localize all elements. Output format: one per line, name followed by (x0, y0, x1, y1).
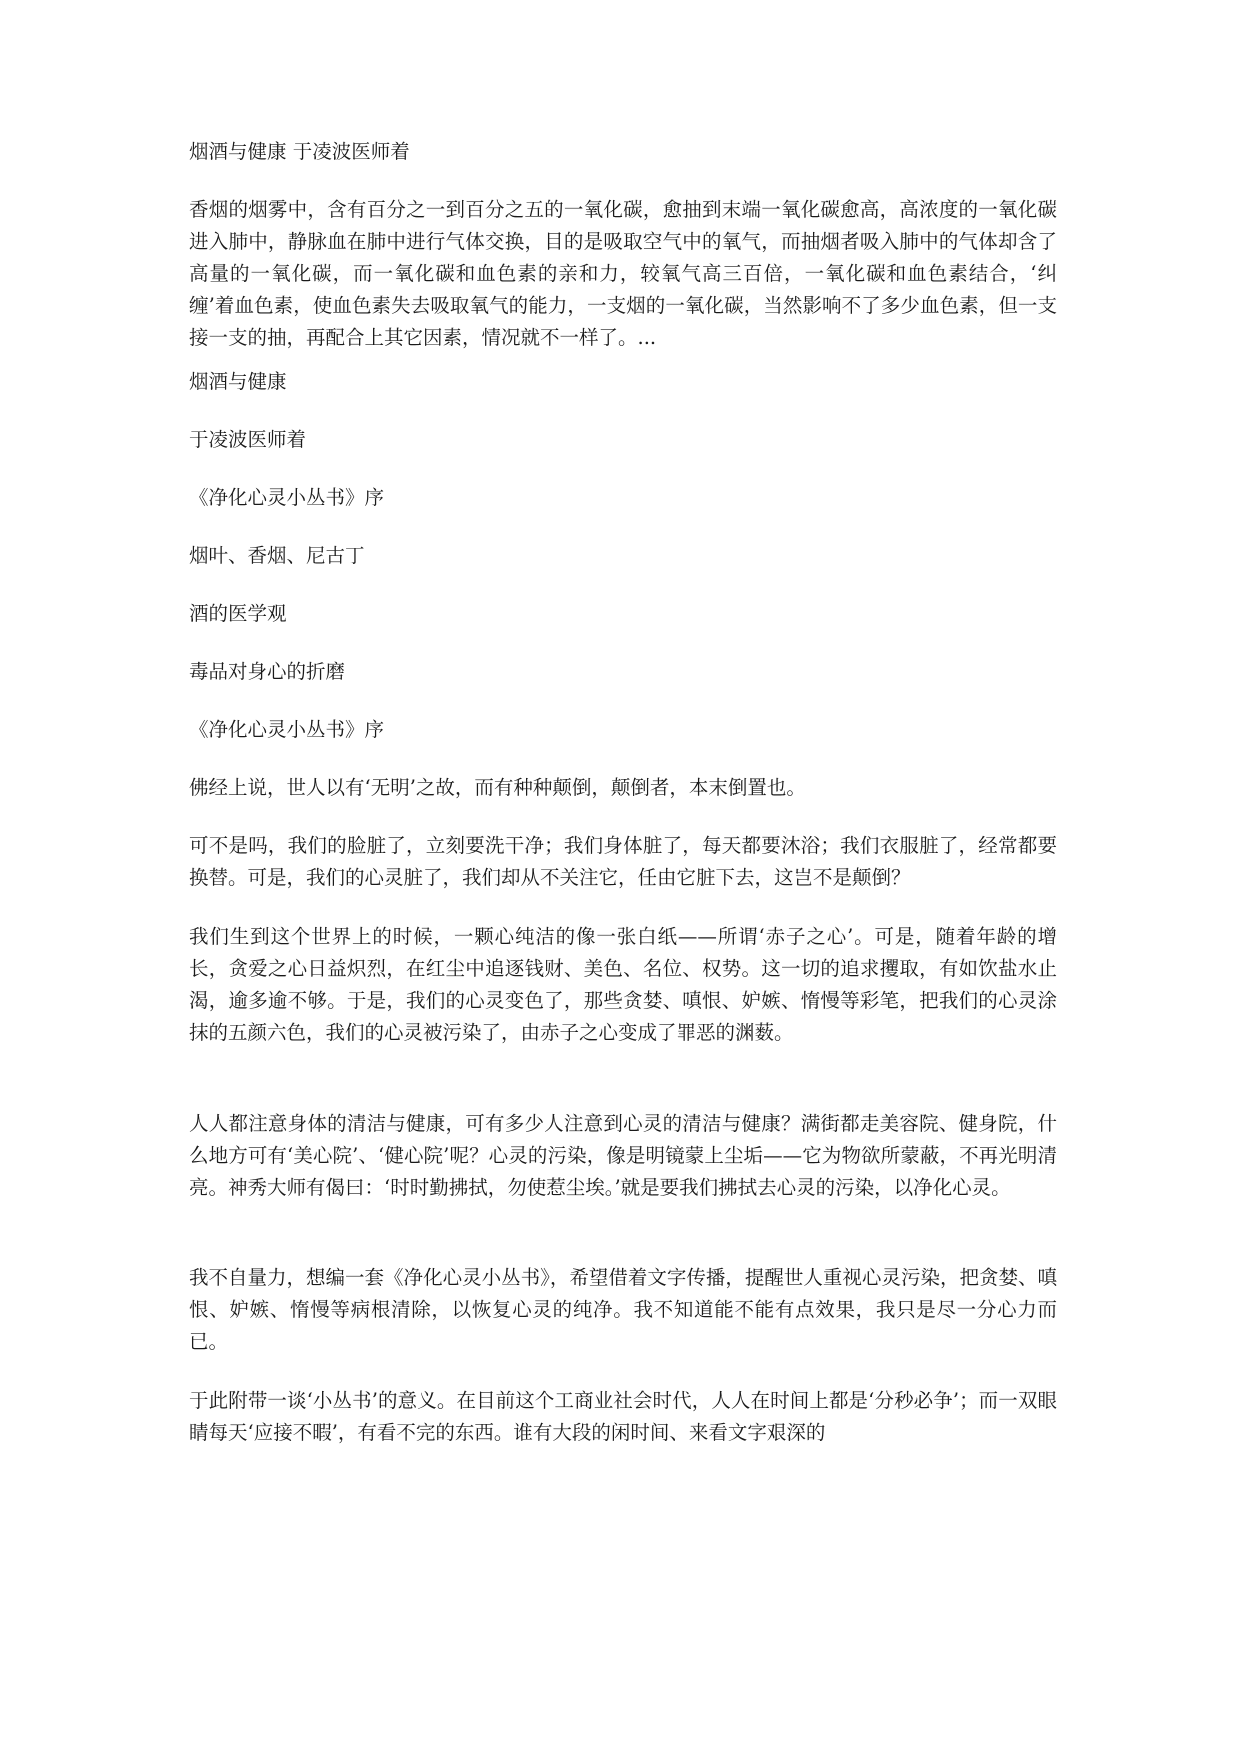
title-line: 烟酒与健康 于凌波医师着 (189, 140, 410, 163)
toc-item: 毒品对身心的折磨 (189, 660, 346, 683)
toc-item: 酒的医学观 (189, 602, 287, 625)
body-paragraph: 我们生到这个世界上的时候，一颗心纯洁的像一张白纸——所谓‘赤子之心’。可是，随着年龄的增长，贪爱之心日益炽烈，在红尘中追逐钱财、美色、名位、权势。这一切的追求攫取，有如饮盐水止渴，逾多逾不够。于是，我们的心灵变色了，那些贪婪、嗔恨、妒嫉、惰慢等彩笔，把我们的心灵涂抹的五颜六色，我们的心灵被污染了，由赤子之心变成了罪恶的渊薮。 (189, 925, 1057, 1044)
preface-heading: 《净化心灵小丛书》序 (189, 718, 385, 741)
body-paragraph: 于此附带一谈‘小丛书’的意义。在目前这个工商业社会时代，人人在时间上都是‘分秒必争’；而一双眼睛每天‘应接不暇’，有看不完的东西。谁有大段的闲时间、来看文字艰深的 (189, 1389, 1057, 1444)
toc-item: 烟叶、香烟、尼古丁 (189, 544, 365, 567)
summary-paragraph: 香烟的烟雾中，含有百分之一到百分之五的一氧化碳，愈抽到末端一氧化碳愈高，高浓度的一氧化碳进入肺中，静脉血在肺中进行气体交换，目的是吸取空气中的氧气，而抽烟者吸入肺中的气体却含了高量的一氧化碳，而一氧化碳和血色素的亲和力，较氧气高三百倍，一氧化碳和血色素结合，‘纠缠’着血色素，使血色素失去吸取氧气的能力，一支烟的一氧化碳，当然影响不了多少血色素，但一支接一支的抽，再配合上其它因素，情况就不一样了。... (189, 198, 1057, 349)
body-paragraph: 可不是吗，我们的脸脏了，立刻要洗干净；我们身体脏了，每天都要沐浴；我们衣服脏了，经常都要换替。可是，我们的心灵脏了，我们却从不关注它，任由它脏下去，这岂不是颠倒？ (189, 834, 1057, 889)
book-title: 烟酒与健康 (189, 370, 287, 393)
toc-item: 《净化心灵小丛书》序 (189, 486, 385, 509)
body-paragraph: 我不自量力，想编一套《净化心灵小丛书》，希望借着文字传播，提醒世人重视心灵污染，把贪婪、嗔恨、妒嫉、惰慢等病根清除，以恢复心灵的纯净。我不知道能不能有点效果，我只是尽一分心力而已。 (189, 1266, 1057, 1353)
author-line: 于凌波医师着 (189, 428, 307, 451)
body-paragraph: 人人都注意身体的清洁与健康，可有多少人注意到心灵的清洁与健康？满街都走美容院、健身院，什么地方可有‘美心院’、‘健心院’呢？心灵的污染，像是明镜蒙上尘垢——它为物欲所蒙蔽，不再光明清亮。神秀大师有偈曰：‘时时勤拂拭，勿使惹尘埃。’就是要我们拂拭去心灵的污染，以净化心灵。 (189, 1112, 1057, 1199)
body-paragraph: 佛经上说，世人以有‘无明’之故，而有种种颠倒，颠倒者，本末倒置也。 (189, 776, 806, 799)
